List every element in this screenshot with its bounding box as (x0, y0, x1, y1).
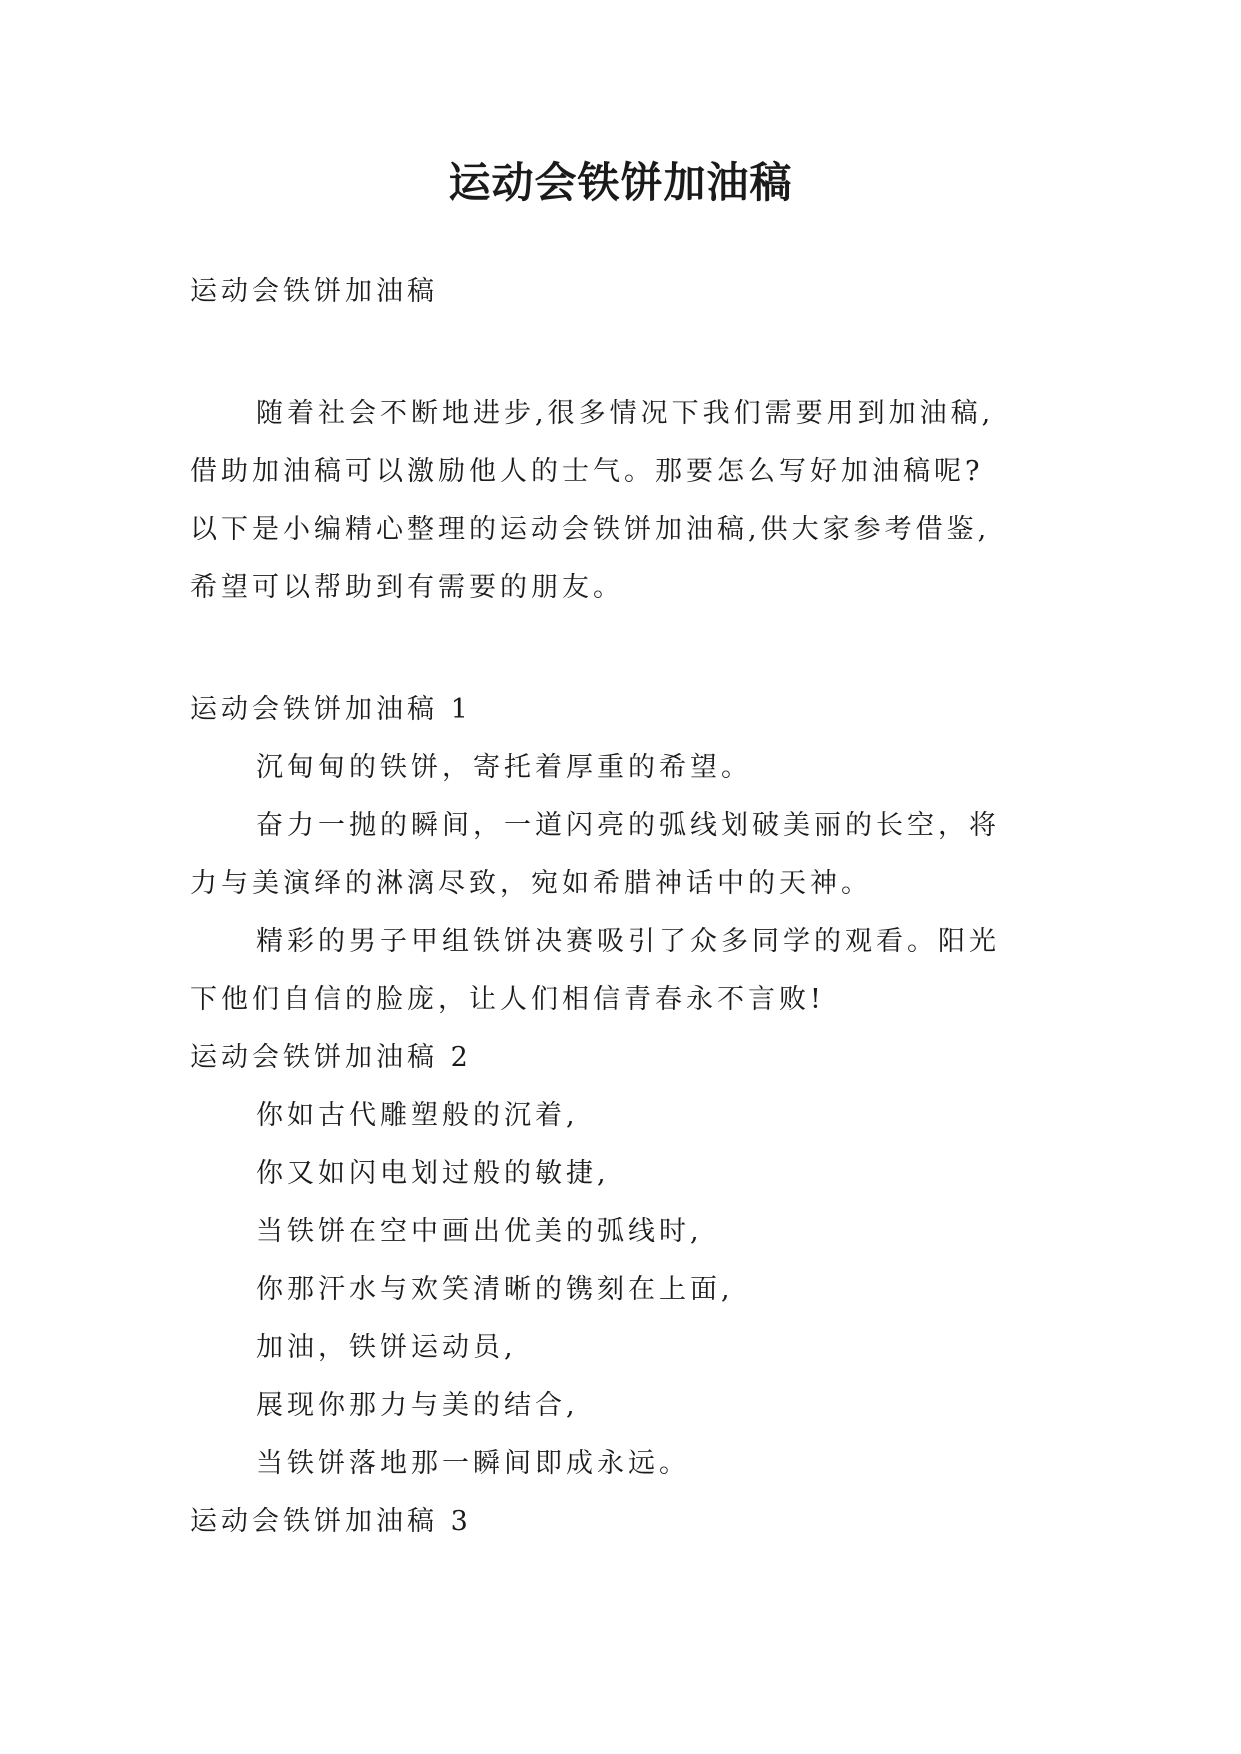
section-heading: 运动会铁饼加油稿 1 (190, 694, 472, 725)
intro-line: 随着社会不断地进步,很多情况下我们需要用到加油稿, (256, 398, 995, 429)
section-3 (190, 1493, 1060, 1551)
section-line: 奋力一抛的瞬间，一道闪亮的弧线划破美丽的长空，将 (256, 810, 1000, 841)
poem-line: 当铁饼在空中画出优美的弧线时, (256, 1216, 703, 1247)
poem-line: 展现你那力与美的结合, (256, 1390, 579, 1421)
poem-line: 你又如闪电划过般的敏捷, (256, 1158, 610, 1189)
section-line: 沉甸甸的铁饼，寄托着厚重的希望。 (256, 752, 752, 783)
paragraph-gap (190, 617, 1060, 681)
poem-line: 当铁饼落地那一瞬间即成永远。 (256, 1448, 690, 1479)
document-title: 运动会铁饼加油稿 (448, 158, 793, 207)
poem-line: 你那汗水与欢笑清晰的镌刻在上面, (256, 1274, 734, 1305)
section-heading: 运动会铁饼加油稿 3 (190, 1506, 472, 1537)
document-body (190, 263, 1060, 1551)
section-heading: 运动会铁饼加油稿 2 (190, 1042, 472, 1073)
section-1 (190, 681, 1060, 1029)
section-line: 精彩的男子甲组铁饼决赛吸引了众多同学的观看。阳光 (256, 926, 1000, 957)
intro-line: 借助加油稿可以激励他人的士气。那要怎么写好加油稿呢? (190, 456, 984, 487)
paragraph-gap (190, 321, 1060, 385)
poem-line: 加油，铁饼运动员, (256, 1332, 517, 1363)
section-line: 力与美演绎的淋漓尽致，宛如希腊神话中的天神。 (190, 868, 872, 899)
poem-line: 你如古代雕塑般的沉着, (256, 1100, 579, 1131)
document-subtitle: 运动会铁饼加油稿 (190, 276, 438, 307)
section-line: 下他们自信的脸庞，让人们相信青春永不言败! (190, 984, 825, 1015)
intro-line: 以下是小编精心整理的运动会铁饼加油稿,供大家参考借鉴, (190, 514, 991, 545)
intro-paragraph (190, 385, 1060, 617)
section-2 (190, 1029, 1060, 1493)
intro-line: 希望可以帮助到有需要的朋友。 (190, 572, 624, 603)
